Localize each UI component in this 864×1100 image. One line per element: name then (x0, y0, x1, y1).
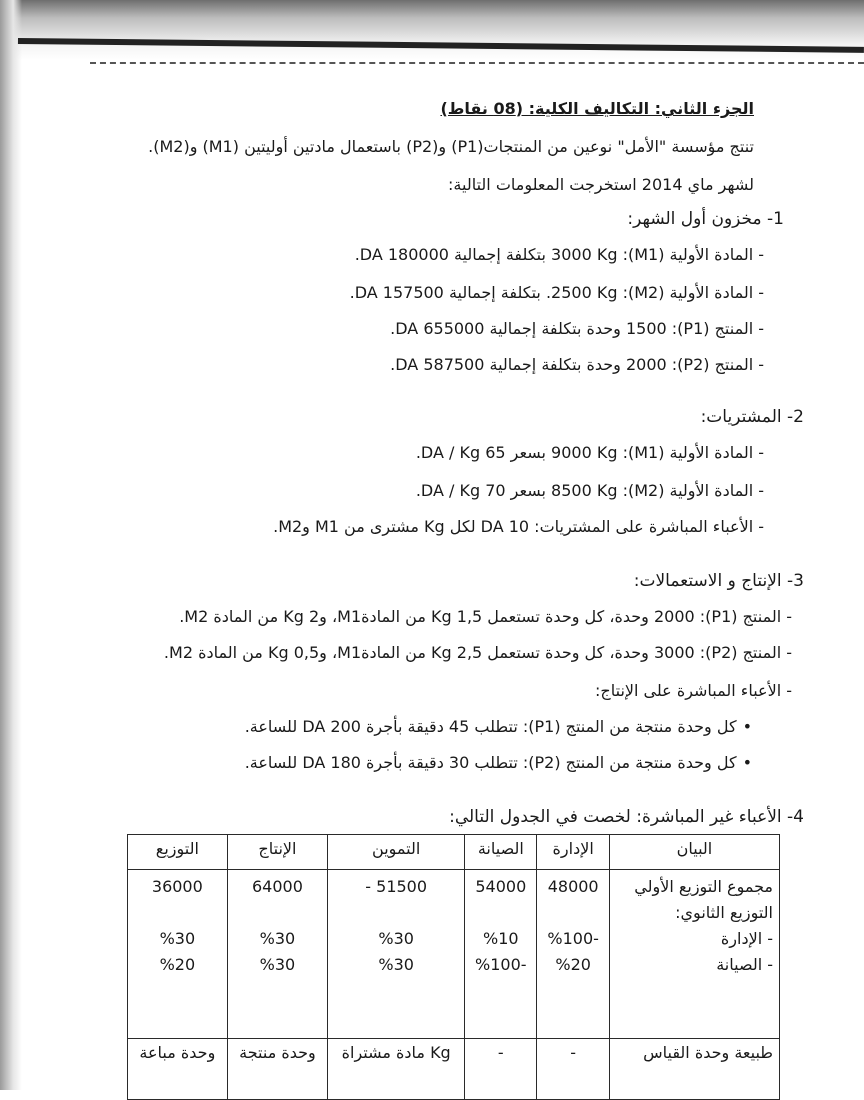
value-cell: %30 (378, 929, 414, 948)
section2-item-2: - المادة الأولية (M2): 8500 Kg بسعر 70 DA / Kg. (415, 481, 764, 500)
section1-item-3: - المنتج (P1): 1500 وحدة بتكلفة إجمالية 655000 DA. (390, 319, 764, 338)
value-cell: 54000 (475, 877, 527, 896)
section2-item-3: - الأعباء المباشرة على المشتريات: 10 DA لكل Kg مشترى من M1 وM2. (273, 517, 764, 536)
table-header-row (128, 835, 780, 870)
intro-line-2: لشهر ماي 2014 استخرجت المعلومات التالية: (448, 175, 754, 194)
unit-cell: وحدة مباعة (128, 1039, 228, 1100)
maintenance-values-cell (465, 870, 537, 1039)
value-cell: 51500 - (365, 877, 428, 896)
label-admin: - الإدارة (720, 929, 773, 948)
section3-item-3: - الأعباء المباشرة على الإنتاج: (595, 681, 792, 700)
value-cell: %30 (159, 929, 196, 948)
label-maintenance: - الصيانة (716, 955, 773, 974)
intro-line-1: تنتج مؤسسة "الأمل" نوعين من المنتجات(P1) و(P2) باستعمال مادتين أوليتين (M1) و(M2). (148, 137, 754, 156)
unit-cell: - (537, 1039, 609, 1100)
value-cell: 64000 (252, 877, 303, 896)
section1-item-4: - المنتج (P2): 2000 وحدة بتكلفة إجمالية 587500 DA. (390, 355, 764, 374)
section3-bullet-2 (245, 752, 752, 774)
unit-cell: وحدة منتجة (227, 1039, 328, 1100)
bullet-text: كل وحدة منتجة من المنتج (P2): تتطلب 30 دقيقة بأجرة 180 DA للساعة. (244, 753, 737, 772)
bullet-text: كل وحدة منتجة من المنتج (P1): تتطلب 45 دقيقة بأجرة 200 DA للساعة. (244, 717, 737, 736)
section1-title: 1- مخزون أول الشهر: (627, 209, 784, 229)
part-title: الجزء الثاني: التكاليف الكلية: (08 نقاط) (440, 99, 754, 118)
value-cell: %30 (259, 955, 296, 974)
bullet-icon: • (742, 753, 752, 772)
header-cell-supply: التموين (328, 835, 465, 870)
value-cell: %30 (259, 929, 296, 948)
table-body-row (128, 870, 780, 1039)
section1-item-2: - المادة الأولية (M2): 2500 Kg. بتكلفة إجمالية 157500 DA. (349, 283, 764, 302)
section2-title: 2- المشتريات: (700, 407, 804, 427)
value-cell: -%100 (475, 955, 527, 974)
header-cell-production: الإنتاج (227, 835, 328, 870)
value-cell: 36000 (151, 877, 203, 896)
production-values-cell (227, 870, 328, 1039)
label-primary: مجموع التوزيع الأولي (634, 877, 773, 896)
dashed-rule (90, 62, 864, 64)
value-cell: %20 (555, 955, 591, 974)
header-cell-maintenance: الصيانة (465, 835, 537, 870)
value-cell: %20 (159, 955, 196, 974)
unit-cell: Kg مادة مشتراة (328, 1039, 465, 1100)
value-cell: 48000 (547, 877, 599, 896)
row-labels-cell (609, 870, 779, 1039)
section4-title: 4- الأعباء غير المباشرة: لخصت في الجدول التالي: (449, 807, 804, 827)
section3-item-1: - المنتج (P1): 2000 وحدة، كل وحدة تستعمل 1,5 Kg من المادةM1، وKg 2 من المادة M2. (179, 607, 792, 626)
header-cell-admin: الإدارة (537, 835, 609, 870)
admin-values-cell (537, 870, 609, 1039)
unit-label-cell: طبيعة وحدة القياس (609, 1039, 779, 1100)
value-cell: %10 (483, 929, 519, 948)
bullet-icon: • (742, 717, 752, 736)
section2-item-1: - المادة الأولية (M1): 9000 Kg بسعر 65 DA / Kg. (415, 443, 764, 462)
label-secondary: التوزيع الثانوي: (675, 903, 773, 922)
table-unit-row (128, 1039, 780, 1100)
indirect-costs-table (127, 834, 780, 1100)
header-cell-distribution: التوزيع (128, 835, 228, 870)
value-cell: -%100 (547, 929, 599, 948)
supply-values-cell (328, 870, 465, 1039)
distribution-values-cell (128, 870, 228, 1039)
section1-item-1: - المادة الأولية (M1): 3000 Kg بتكلفة إجمالية 180000 DA. (354, 245, 764, 264)
section3-title: 3- الإنتاج و الاستعمالات: (633, 571, 804, 591)
unit-cell: - (465, 1039, 537, 1100)
value-cell: %30 (378, 955, 414, 974)
scan-edge-left (0, 0, 22, 1090)
section3-bullet-1 (245, 716, 752, 738)
section3-item-2: - المنتج (P2): 3000 وحدة، كل وحدة تستعمل 2,5 Kg من المادةM1، و0,5 Kg من المادة M2. (163, 643, 792, 662)
header-cell-statement: البيان (609, 835, 779, 870)
